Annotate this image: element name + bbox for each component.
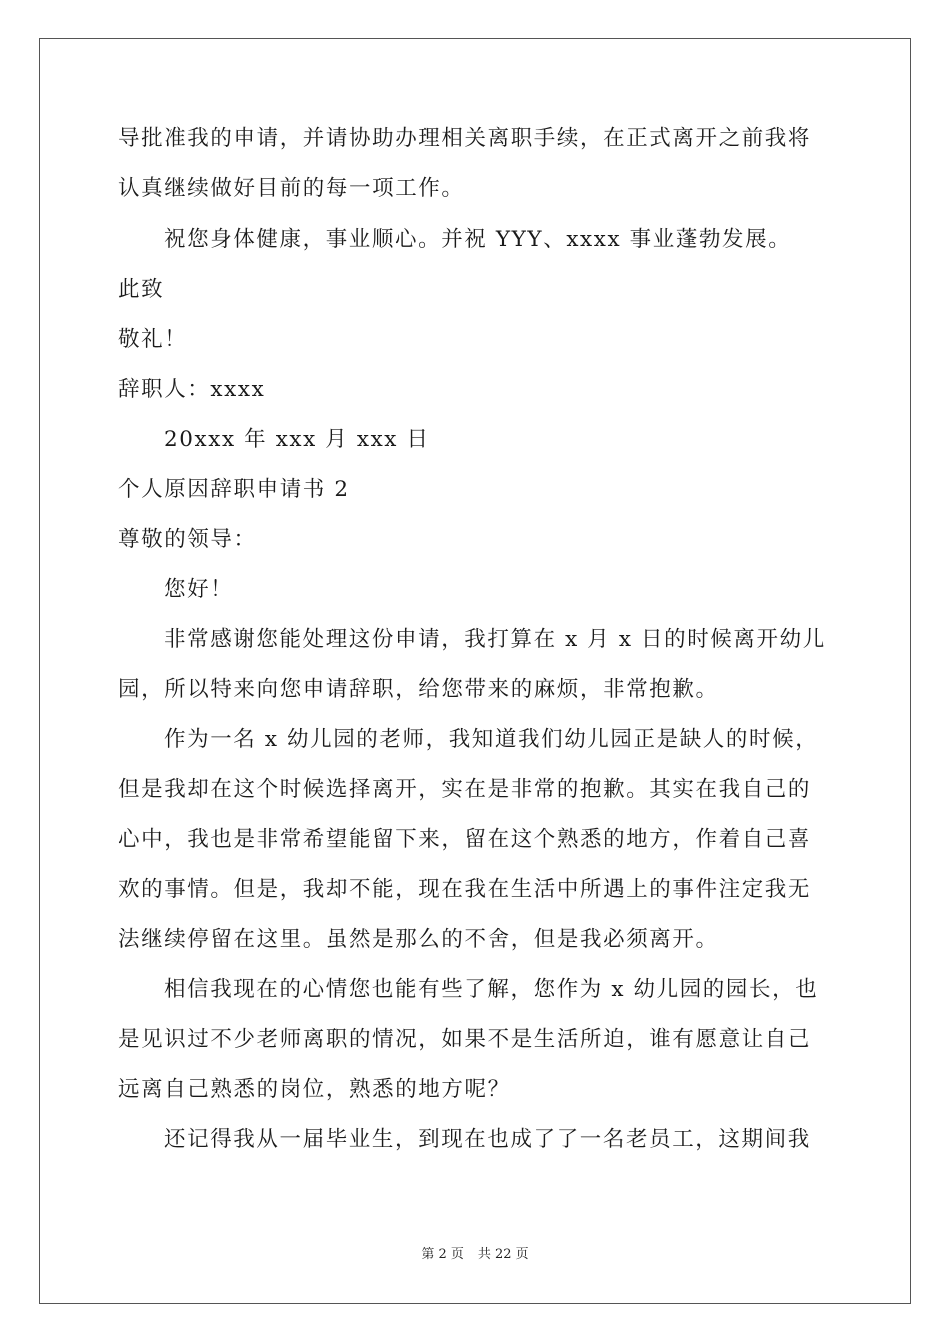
paragraph-line: 法继续停留在这里。虽然是那么的不舍，但是我必须离开。: [118, 927, 719, 952]
date-line: 20xxx 年 xxx 月 xxx 日: [164, 427, 430, 452]
paragraph-line: 相信我现在的心情您也能有些了解，您作为 x 幼儿园的园长，也: [164, 977, 819, 1002]
closing-regards: 敬礼！: [118, 327, 188, 352]
signature-line: 辞职人：xxxx: [118, 377, 266, 402]
greeting-recipient: 尊敬的领导：: [118, 527, 257, 552]
paragraph-line: 心中，我也是非常希望能留下来，留在这个熟悉的地方，作着自己喜: [118, 827, 812, 852]
page-number: 第 2 页: [421, 1247, 464, 1262]
paragraph-line: 还记得我从一届毕业生，到现在也成了了一名老员工，这期间我: [164, 1127, 811, 1152]
paragraph-line: 祝您身体健康，事业顺心。并祝 YYY、xxxx 事业蓬勃发展。: [164, 227, 792, 252]
closing-salutation: 此致: [118, 277, 165, 302]
paragraph-line: 远离自己熟悉的岗位，熟悉的地方呢？: [118, 1077, 511, 1102]
paragraph-line: 但是我却在这个时候选择离开，实在是非常的抱歉。其实在我自己的: [118, 777, 812, 802]
paragraph-line: 认真继续做好目前的每一项工作。: [118, 176, 465, 201]
paragraph-line: 作为一名 x 幼儿园的老师，我知道我们幼儿园正是缺人的时候，: [164, 727, 819, 752]
paragraph-line: 非常感谢您能处理这份申请，我打算在 x 月 x 日的时候离开幼儿: [164, 627, 826, 652]
page-total: 共 22 页: [477, 1247, 529, 1262]
paragraph-line: 园，所以特来向您申请辞职，给您带来的麻烦，非常抱歉。: [118, 677, 719, 702]
greeting: 您好！: [164, 577, 234, 602]
section-title: 个人原因辞职申请书 2: [118, 477, 350, 502]
page-footer: [0, 1246, 950, 1264]
paragraph-line: 欢的事情。但是，我却不能，现在我在生活中所遇上的事件注定我无: [118, 877, 812, 902]
paragraph-line: 导批准我的申请，并请协助办理相关离职手续，在正式离开之前我将: [118, 126, 812, 151]
paragraph-line: 是见识过不少老师离职的情况，如果不是生活所迫，谁有愿意让自己: [118, 1027, 812, 1052]
